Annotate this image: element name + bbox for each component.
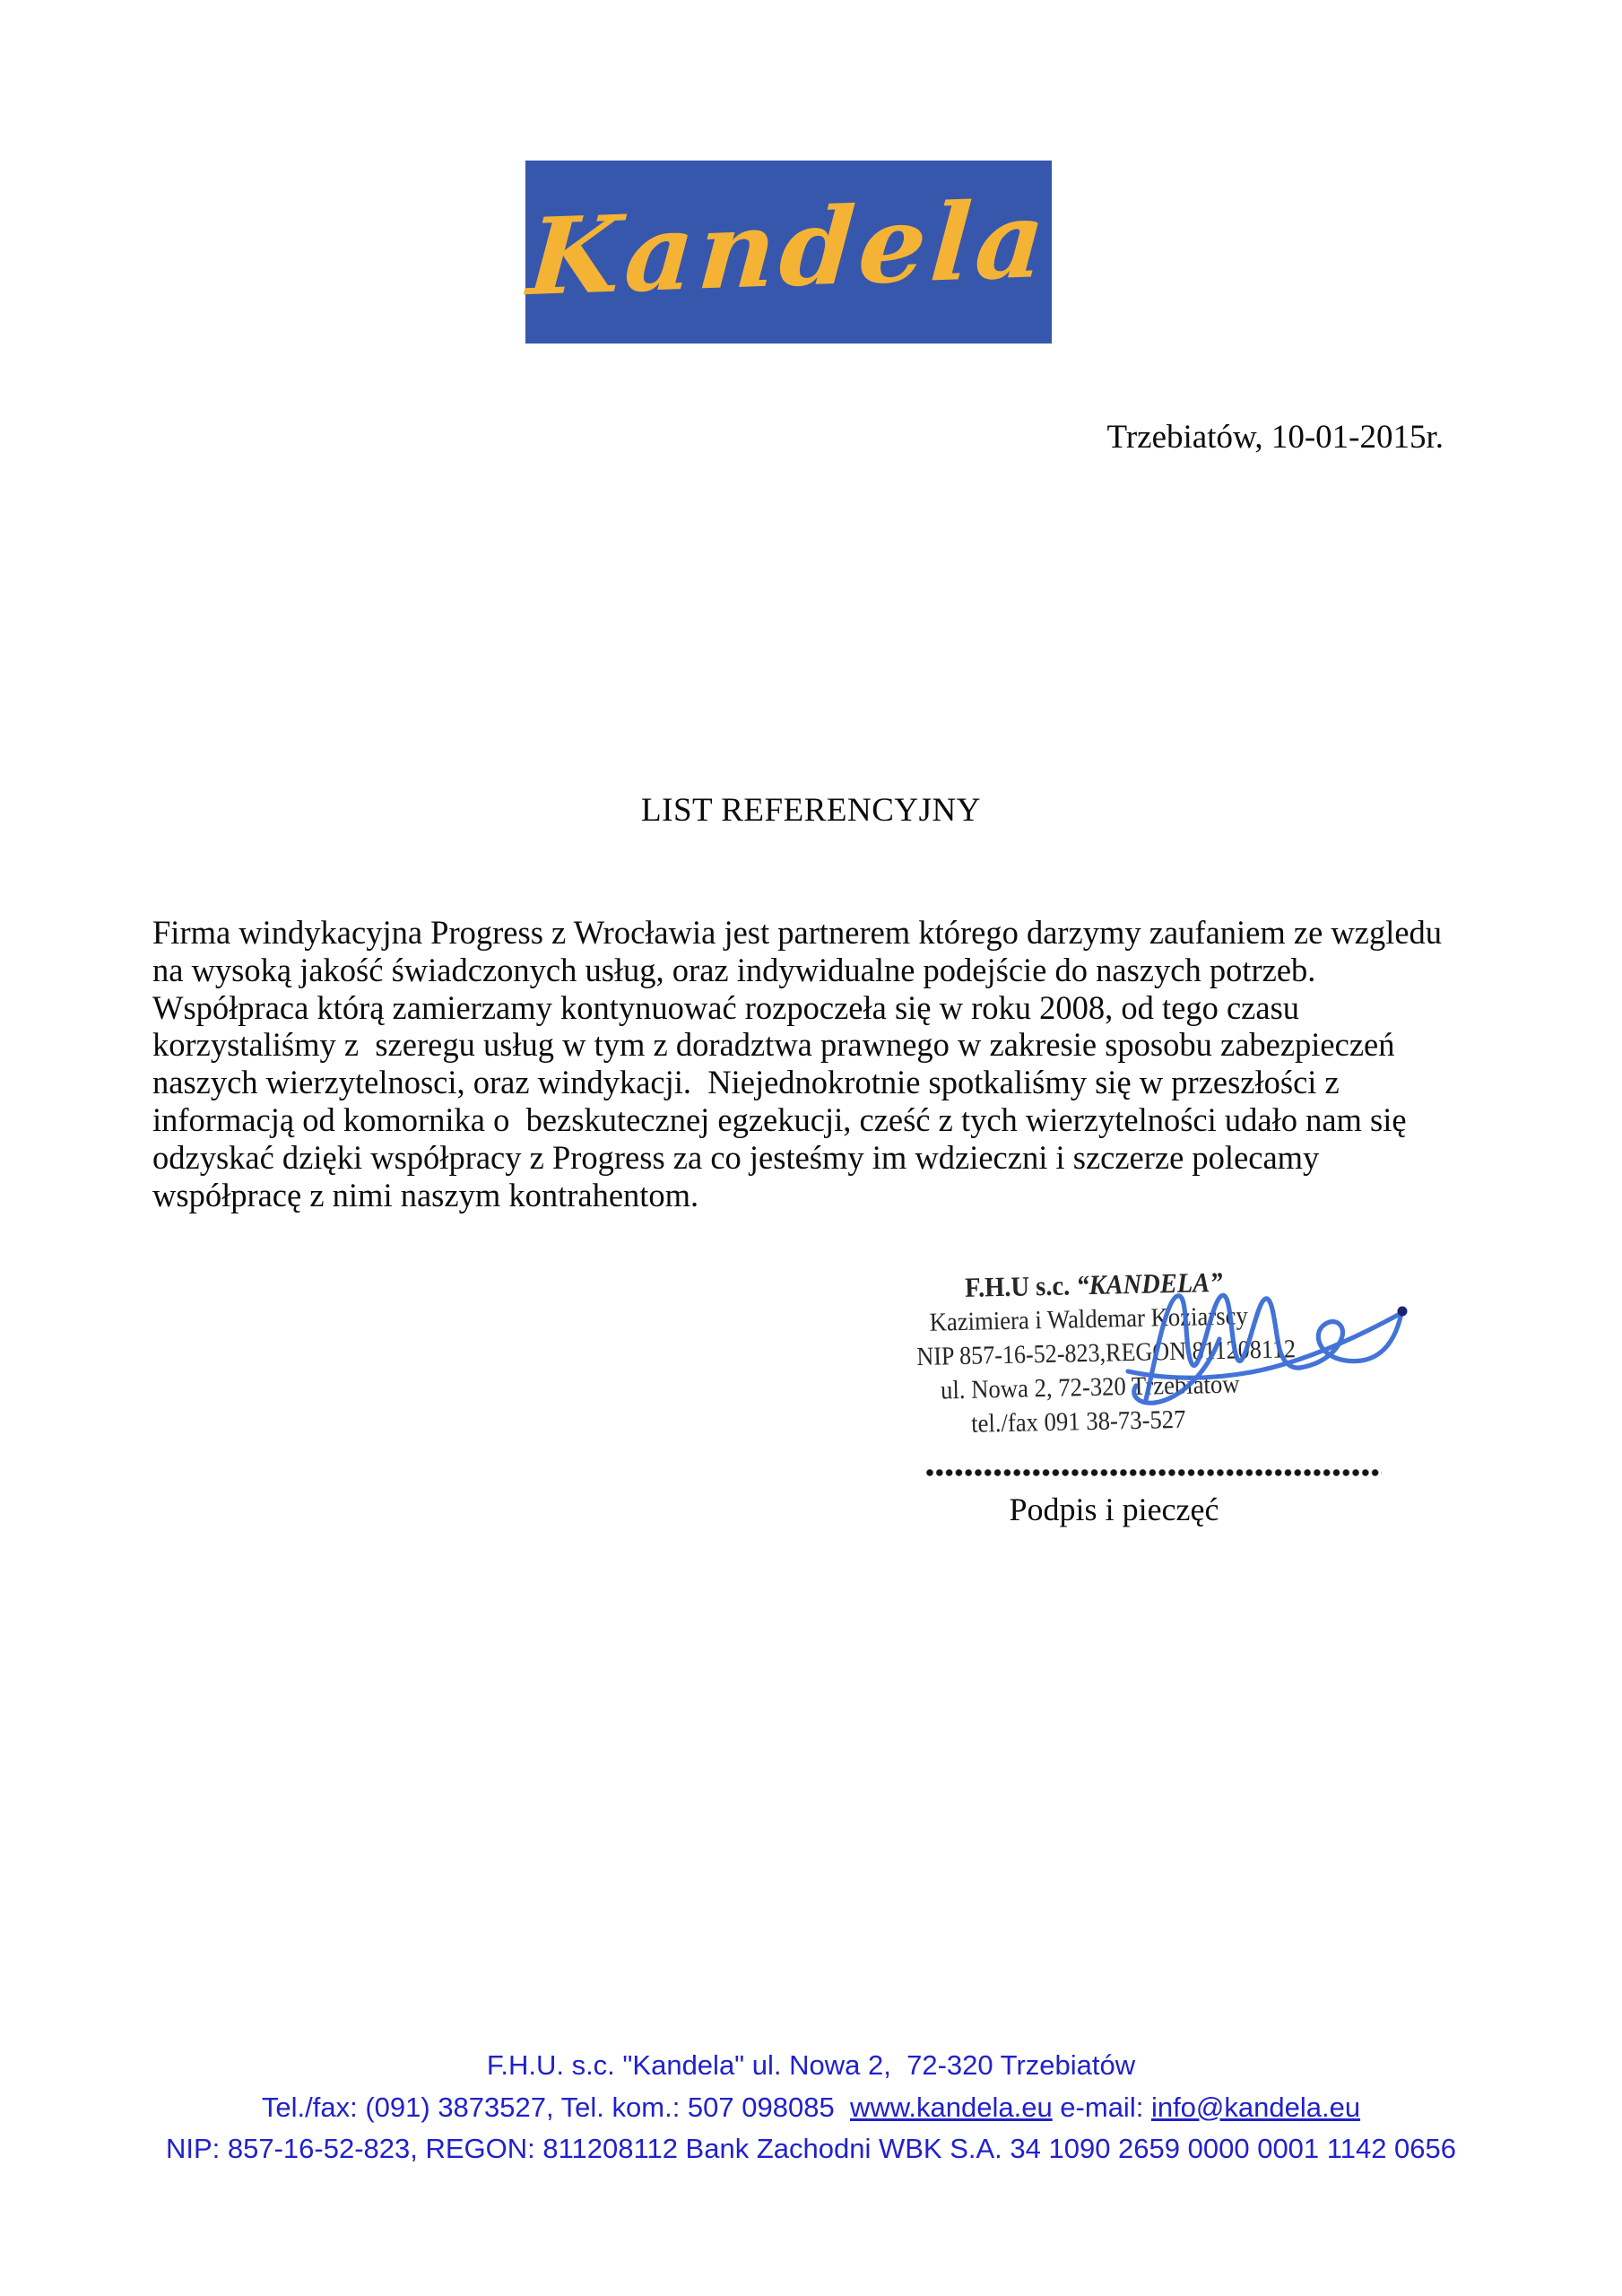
- footer-address-line: [0, 2045, 1622, 2087]
- stamp-company-name: “KANDELA”: [1075, 1265, 1223, 1301]
- footer-bank-text: NIP: 857-16-52-823, REGON: 811208112 Bank Zachodni WBK S.A. 34 1090 2659 0000 0001 1142 0656: [165, 2133, 1457, 2164]
- date-line: Trzebiatów, 10-01-2015r.: [1106, 419, 1444, 456]
- body-line: na wysoką jakość świadczonych usług, oraz indywidualne podejście do naszych potrzeb.: [152, 951, 1316, 988]
- body-line: współpracę z nimi naszym kontrahentom.: [152, 1176, 699, 1213]
- body-line: Współpraca którą zamierzamy kontynuować rozpoczeła się w roku 2008, od tego czasu: [152, 988, 1300, 1026]
- body-line: korzystaliśmy z szeregu usług w tym z doradztwa prawnego w zakresie sposobu zabezpieczeń: [152, 1026, 1395, 1064]
- company-logo-text: Kandela: [524, 176, 1054, 319]
- stamp-line-phone: tel./fax 091 38-73-527: [970, 1405, 1186, 1439]
- signature-loops: [1146, 1295, 1300, 1400]
- letter-body: [152, 914, 1497, 1213]
- stamp-line-owners: Kazimiera i Waldemar Koziarscy: [929, 1301, 1249, 1337]
- letter-title: LIST REFERENCYJNY: [641, 792, 981, 829]
- footer-address-text: F.H.U. s.c. "Kandela" ul. Nowa 2, 72-320 Trzebiatów: [486, 2049, 1136, 2081]
- body-line: informacją od komornika o bezskutecznej egzekucji, cześć z tych wierzytelności udało nam się: [152, 1100, 1407, 1138]
- signature-ink-tip: [1398, 1307, 1408, 1317]
- footer-bank-line: [0, 2128, 1622, 2170]
- stamp-company-prefix: F.H.U s.c.: [964, 1269, 1077, 1303]
- email-link[interactable]: info@kandela.eu: [1150, 2091, 1361, 2123]
- stamp-line-address: ul. Nowa 2, 72-320 Trzebiatów: [940, 1370, 1240, 1405]
- signature-scribble: [1013, 1254, 1462, 1442]
- website-link[interactable]: www.kandela.eu: [849, 2091, 1053, 2123]
- footer: [0, 2045, 1622, 2170]
- company-logo: [525, 161, 1052, 344]
- body-line: naszych wierzytelnosci, oraz windykacji. Niejednokrotnie spotkaliśmy się w przeszłości z: [152, 1064, 1340, 1101]
- signature-dotted-line: [926, 1467, 1382, 1478]
- signature-caption: Podpis i pieczęć: [1009, 1492, 1219, 1527]
- body-line: odzyskać dzięki współpracy z Progress za co jesteśmy im wdzieczni i szczerze polecamy: [152, 1138, 1320, 1176]
- body-line: Firma windykacyjna Progress z Wrocławia jest partnerem którego darzymy zaufaniem ze wzgledu: [152, 914, 1443, 951]
- footer-email-label: e-mail:: [1052, 2091, 1151, 2123]
- stamp-line-nip-regon: NIP 857-16-52-823,REGON 811208112: [916, 1335, 1297, 1372]
- signature-long-stroke: [1128, 1313, 1401, 1378]
- footer-contact-line: [0, 2087, 1622, 2129]
- footer-phone-text: Tel./fax: (091) 3873527, Tel. kom.: 507 098085: [261, 2091, 850, 2123]
